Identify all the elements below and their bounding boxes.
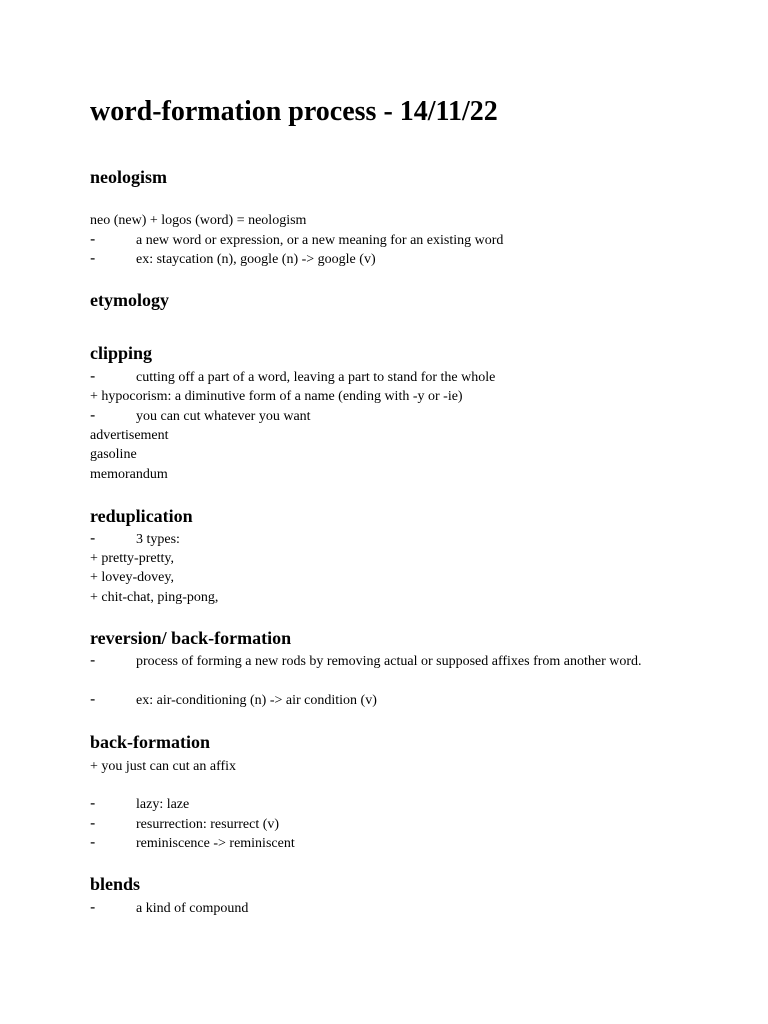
clipping-example: advertisement [90, 428, 169, 443]
reduplication-item: + pretty-pretty, [90, 551, 174, 566]
bullet-dash: - [90, 834, 96, 851]
bullet-dash: - [90, 231, 96, 248]
reversion-bullet-1: - process of forming a new rods by removing actual or supposed affixes from another word. [90, 652, 642, 669]
back-formation-note: + you just can cut an affix [90, 759, 237, 774]
bullet-dash: - [90, 795, 96, 812]
bullet-dash: - [90, 368, 96, 385]
heading-blends: blends [90, 874, 141, 894]
blends-bullet-1: - a kind of compound [90, 899, 249, 916]
neologism-bullet-2: - ex: staycation (n), google (n) -> google (v) [90, 250, 376, 267]
heading-reversion: reversion/ back-formation [90, 628, 292, 648]
clipping-example: memorandum [90, 467, 168, 482]
clipping-example: gasoline [90, 447, 137, 462]
bullet-dash: - [90, 899, 96, 916]
clipping-note-hypocorism: + hypocorism: a diminutive form of a name (ending with -y or -ie) [90, 389, 463, 404]
heading-clipping: clipping [90, 343, 153, 363]
heading-etymology: etymology [90, 290, 169, 310]
bullet-dash: - [90, 652, 96, 669]
heading-neologism: neologism [90, 167, 168, 187]
clipping-bullet-1: - cutting off a part of a word, leaving a part to stand for the whole [90, 368, 496, 385]
back-formation-bullet-3: - reminiscence -> reminiscent [90, 834, 295, 851]
heading-back-formation: back-formation [90, 732, 210, 752]
back-formation-bullet-1: - lazy: laze [90, 795, 190, 812]
back-formation-bullet-2: - resurrection: resurrect (v) [90, 815, 280, 832]
reduplication-item: + lovey-dovey, [90, 570, 174, 585]
bullet-dash: - [90, 691, 96, 708]
neologism-intro: neo (new) + logos (word) = neologism [90, 213, 307, 228]
bullet-dash: - [90, 250, 96, 267]
reduplication-bullet-1: - 3 types: [90, 530, 180, 547]
bullet-dash: - [90, 530, 96, 547]
reduplication-item: + chit-chat, ping-pong, [90, 590, 219, 605]
clipping-bullet-2: - you can cut whatever you want [90, 407, 311, 424]
neologism-bullet-1: - a new word or expression, or a new meaning for an existing word [90, 231, 504, 248]
bullet-dash: - [90, 407, 96, 424]
document-title: word-formation process - 14/11/22 [90, 96, 498, 127]
reversion-bullet-2: - ex: air-conditioning (n) -> air condition (v) [90, 691, 377, 708]
bullet-dash: - [90, 815, 96, 832]
heading-reduplication: reduplication [90, 506, 193, 526]
